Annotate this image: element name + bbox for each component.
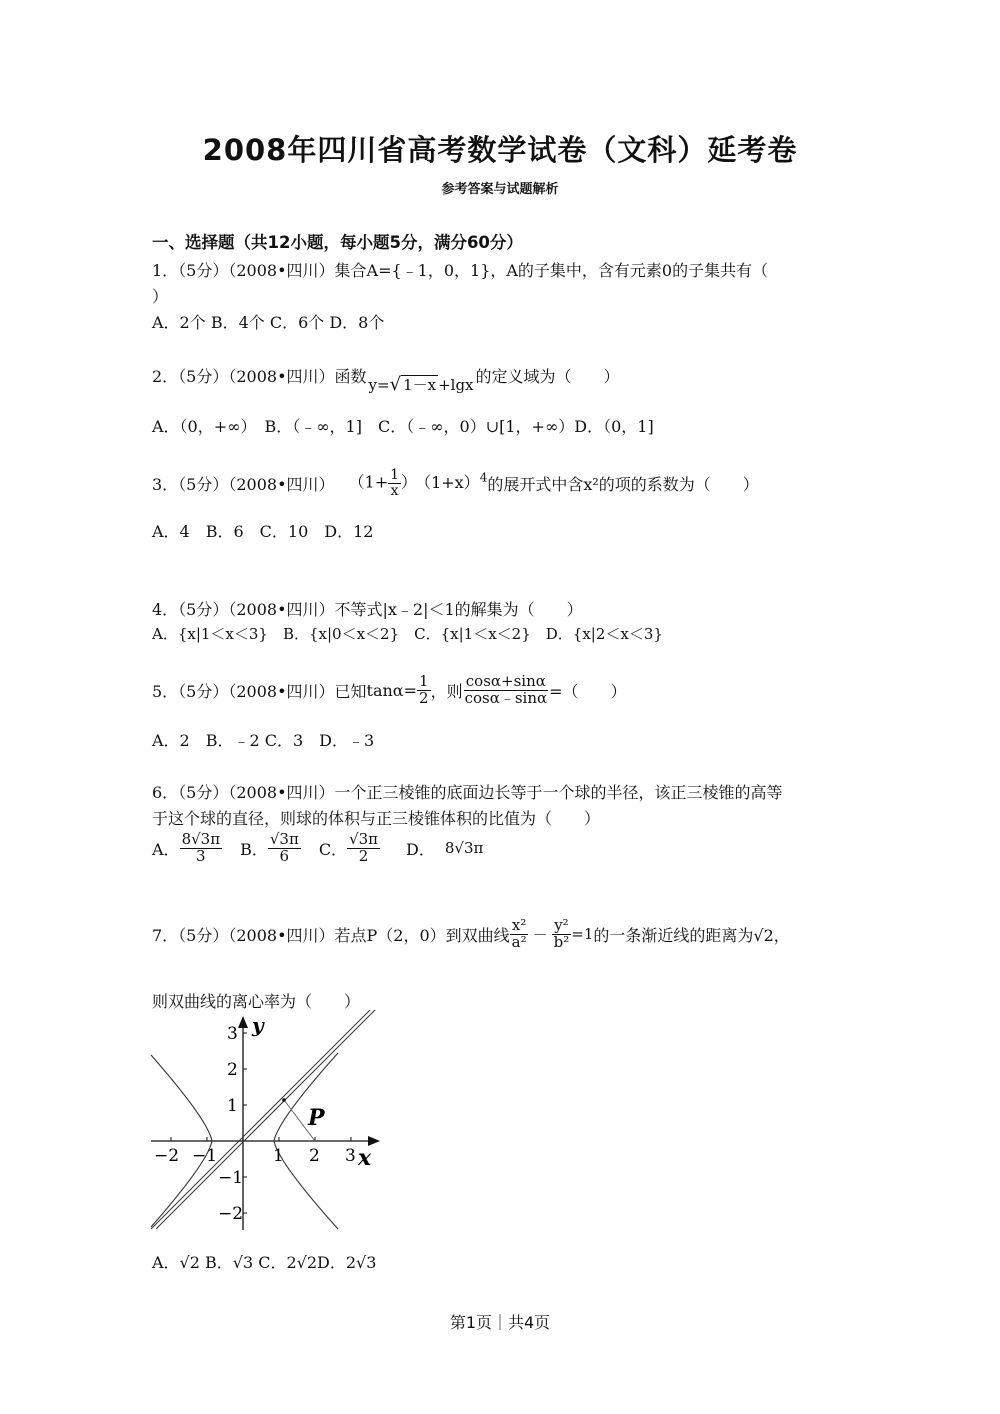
question-7-distance: √2，: [753, 925, 790, 945]
option-b-denominator: 6: [279, 846, 290, 865]
question-2-suffix: 的定义域为（ ）: [475, 367, 620, 386]
fraction-numerator: 1: [390, 467, 400, 483]
question-5-prefix: 5．（5分）（2008•四川）已知: [152, 681, 367, 701]
page-title: 2008年四川省高考数学试卷（文科）延考卷: [202, 133, 798, 167]
question-4-options: A．{x|1＜x＜3} B．{x|0＜x＜2} C．{x|1＜x＜2} D．{x|2＜x＜3}: [152, 625, 663, 643]
question-6-stem-cont: 于这个球的直径，则球的体积与正三棱锥体积的比值为（ ）: [152, 809, 601, 828]
question-6-options: [152, 832, 483, 865]
x-tick-label: −2: [154, 1146, 180, 1166]
x-tick-label: 3: [345, 1146, 356, 1166]
option-c-numerator: √3π: [349, 830, 379, 848]
option-a-numerator: 8√3π: [181, 830, 221, 848]
formula-tan: tanα=: [366, 680, 418, 700]
page-subtitle: 参考答案与试题解析: [441, 182, 559, 197]
y-axis-arrow: [238, 1016, 248, 1028]
question-3-prefix: 3．（5分）（2008•四川）: [152, 474, 335, 494]
asymptote-line: [156, 1010, 380, 1229]
question-7-stem-cont: 则双曲线的离心率为（ ）: [152, 992, 361, 1011]
question-3-stem: [152, 468, 759, 498]
formula-y: y=: [368, 376, 390, 394]
question-2-stem: [152, 364, 620, 395]
option-b-numerator: √3π: [269, 830, 299, 848]
fraction-denominator: cosα﹣sinα: [464, 688, 548, 707]
fraction-numerator: 1: [419, 672, 429, 690]
question-7-stem: [152, 918, 790, 951]
x-tick-label: −1: [192, 1146, 218, 1166]
fraction-numerator: x²: [511, 916, 527, 934]
y-tick-label: 1: [227, 1096, 238, 1116]
sqrt-symbol: √: [389, 374, 402, 395]
question-3-options: A．4 B．6 C．10 D．12: [152, 522, 374, 541]
formula-close: ）: [401, 472, 418, 492]
question-7-options: A．√2 B．√3 C．2√2D．2√3: [152, 1253, 377, 1272]
option-d-label: D．: [406, 839, 435, 859]
fraction-numerator: cosα+sinα: [465, 672, 546, 690]
fraction-denominator: x: [390, 482, 399, 499]
question-3-formula: [349, 468, 488, 498]
question-1-stem-cont: ）: [152, 287, 169, 306]
x-tick-label: 2: [309, 1146, 320, 1166]
formula-eq: =（ ）: [549, 681, 627, 701]
option-a-denominator: 3: [196, 846, 206, 865]
fraction-denominator: 2: [419, 688, 429, 707]
option-d-value: 8√3π: [444, 839, 484, 858]
option-c-label: C．: [318, 839, 348, 859]
y-tick-label: −2: [218, 1204, 244, 1224]
fraction-numerator: y²: [554, 916, 569, 934]
formula-mid: （1+x）: [423, 472, 480, 492]
question-2-prefix: 2．（5分）（2008•四川）函数: [152, 367, 367, 386]
question-4-stem: 4．（5分）（2008•四川）不等式|x﹣2|＜1的解集为（ ）: [152, 600, 583, 619]
formula-tail: +lgx: [438, 376, 474, 394]
y-tick-label: 2: [227, 1060, 238, 1080]
option-a-label: A．: [152, 839, 180, 859]
y-axis-label: y: [252, 1013, 264, 1037]
y-tick-label: 3: [227, 1024, 238, 1044]
question-5-stem: [152, 674, 627, 707]
question-5-options: A．2 B．﹣2 C．3 D．﹣3: [152, 731, 375, 750]
hyperbola-figure: [148, 1010, 388, 1235]
option-c-denominator: 2: [358, 846, 369, 865]
option-b-label: B．: [240, 839, 268, 859]
formula-eq: =1: [571, 925, 594, 944]
question-2-options: A．（0，+∞） B．（﹣∞，1] C．（﹣∞，0）∪[1，+∞）D．（0，1]: [152, 417, 654, 436]
formula-radicand: 1－x: [403, 376, 437, 394]
fraction-denominator: a²: [511, 932, 527, 951]
formula-sep: ，则: [430, 681, 463, 701]
formula-minus: －: [532, 925, 548, 944]
foot-point: [282, 1098, 286, 1102]
question-6-stem: 6．（5分）（2008•四川）一个正三棱锥的底面边长等于一个球的半径，该正三棱锥的高等: [152, 783, 783, 802]
question-3-suffix: 的展开式中含x²的项的系数为（ ）: [487, 474, 759, 494]
formula-exponent: 4: [479, 470, 488, 485]
y-tick-label: −1: [218, 1168, 244, 1188]
question-1-options: A．2个 B．4个 C．6个 D．8个: [152, 313, 385, 332]
page-footer: 第1页｜共4页: [449, 1313, 551, 1332]
question-5-formula: [367, 674, 627, 707]
x-tick-label: 1: [273, 1146, 284, 1166]
section-heading: 一、选择题（共12小题，每小题5分，满分60分）: [152, 233, 523, 252]
point-label: P: [308, 1105, 325, 1131]
question-1-stem: 1．（5分）（2008•四川）集合A={﹣1，0，1}，A的子集中，含有元素0的子集共有（: [152, 261, 769, 280]
question-7-formula: [510, 918, 594, 951]
fraction-denominator: b²: [553, 932, 570, 951]
question-7-prefix: 7．（5分）（2008•四川）若点P（2，0）到双曲线: [152, 925, 510, 945]
question-7-mid: 的一条渐近线的距离为: [593, 925, 754, 945]
formula-open: （1+: [348, 472, 389, 492]
question-2-formula: [369, 374, 474, 395]
x-axis-label: x: [358, 1145, 372, 1171]
